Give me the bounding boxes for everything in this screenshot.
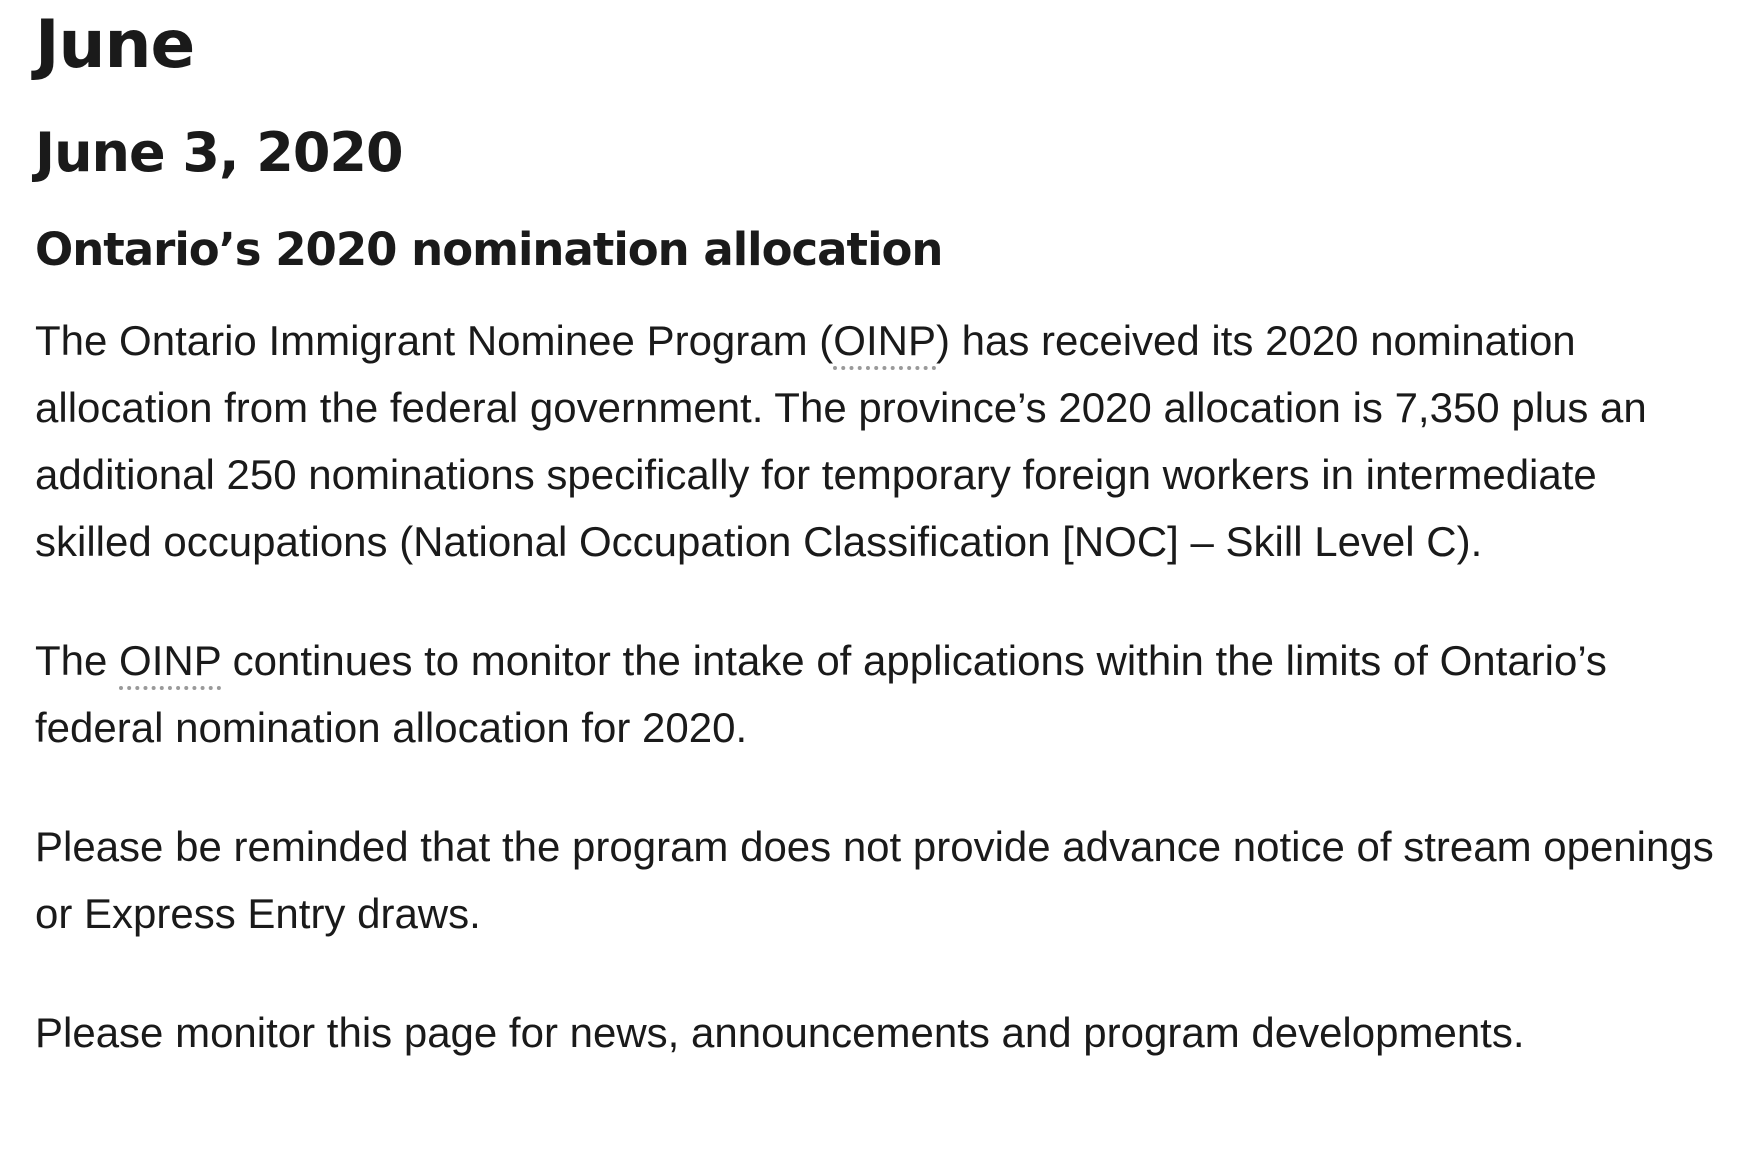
paragraph-allocation (35, 307, 1725, 575)
article-title: Ontario’s 2020 nomination allocation (35, 223, 943, 276)
paragraph-monitoring (35, 627, 1725, 761)
paragraph-text: The Ontario Immigrant Nominee Program ( (35, 317, 834, 364)
paragraph-text: continues to monitor the intake of applications within the limits of Ontario’s federal nomination allocation for 2020. (35, 637, 1607, 751)
paragraph-reminder: Please be reminded that the program does not provide advance notice of stream openings or Express Entry draws. (35, 823, 1714, 937)
date-heading: June 3, 2020 (35, 121, 403, 184)
paragraph-text: ) has received its 2020 nomination allocation from the federal government. The province’s 2020 allocation is 7,350 plus an additional 250 nominations specifically for temporary foreign workers in intermediate skilled occupations (National Occupation Classification [NOC] – Skill Level C). (35, 317, 1647, 565)
oinp-abbreviation[interactable]: OINP (833, 317, 936, 370)
paragraph-text: The (35, 637, 120, 684)
oinp-abbreviation[interactable]: OINP (119, 637, 221, 690)
paragraph-monitor-page: Please monitor this page for news, announcements and program developments. (35, 1009, 1525, 1056)
month-heading: June (35, 6, 195, 83)
news-content (35, 0, 1725, 1066)
